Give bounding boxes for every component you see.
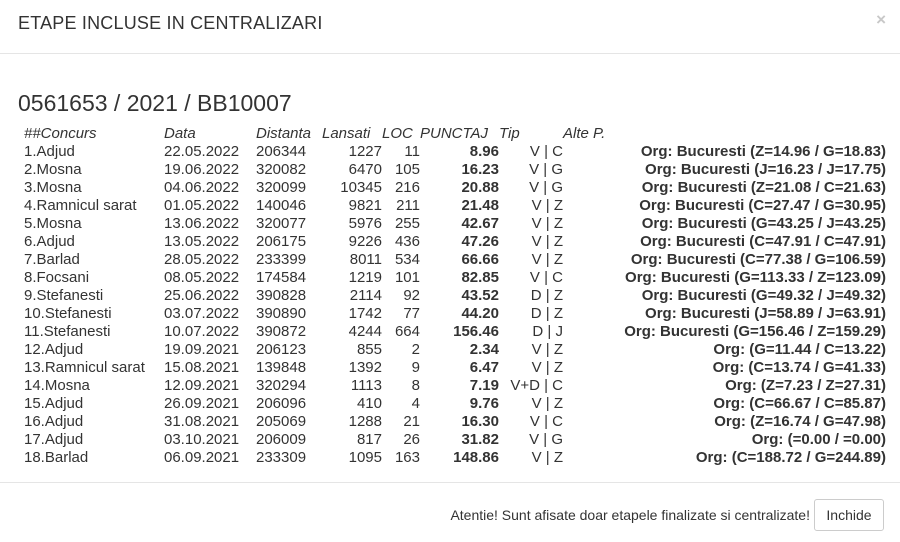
cell-alte: Org: Bucuresti (G=156.46 / Z=159.29)	[624, 323, 886, 340]
cell-data: 08.05.2022	[164, 269, 240, 286]
cell-distanta: 140046	[256, 197, 307, 214]
cell-tip: V | G	[529, 161, 563, 178]
cell-punctaj: 16.23	[461, 161, 499, 178]
cell-data: 03.10.2021	[164, 431, 240, 448]
cell-tip: V | Z	[531, 359, 563, 376]
cell-distanta: 206175	[256, 233, 307, 250]
cell-alte: Org: (C=66.67 / C=85.87)	[713, 395, 886, 412]
cell-lansati: 1288	[348, 413, 382, 430]
cell-lansati: 1113	[350, 377, 382, 394]
cell-data: 15.08.2021	[164, 359, 240, 376]
cell-lansati: 9226	[348, 233, 382, 250]
cell-distanta: 320294	[256, 377, 307, 394]
cell-data: 31.08.2021	[164, 413, 240, 430]
cell-loc: 4	[411, 395, 420, 412]
cell-data: 04.06.2022	[164, 179, 240, 196]
cell-data: 13.05.2022	[164, 233, 240, 250]
cell-distanta: 390828	[256, 287, 307, 304]
cell-concurs: 9.Stefanesti	[24, 287, 104, 304]
table-row	[24, 449, 886, 467]
cell-alte: Org: (Z=16.74 / G=47.98)	[714, 413, 886, 430]
cell-alte: Org: (=0.00 / =0.00)	[751, 431, 886, 448]
close-icon[interactable]: ×	[876, 10, 886, 29]
cell-data: 10.07.2022	[164, 323, 240, 340]
cell-punctaj: 2.34	[469, 341, 499, 358]
cell-concurs: 5.Mosna	[24, 215, 82, 232]
cell-punctaj: 21.48	[461, 197, 499, 214]
cell-concurs: 3.Mosna	[24, 179, 82, 196]
cell-distanta: 206096	[256, 395, 307, 412]
cell-alte: Org: Bucuresti (C=77.38 / G=106.59)	[630, 251, 886, 268]
cell-punctaj: 9.76	[469, 395, 499, 412]
cell-tip: V | Z	[531, 449, 563, 466]
table-row	[24, 323, 886, 341]
cell-concurs: 8.Focsani	[24, 269, 90, 286]
cell-punctaj: 44.20	[461, 305, 499, 322]
cell-loc: 436	[394, 233, 420, 250]
cell-loc: 105	[394, 161, 420, 178]
cell-lansati: 1742	[348, 305, 382, 322]
table-row	[24, 233, 886, 251]
column-header-data: Data	[164, 125, 196, 142]
table-row	[24, 161, 886, 179]
cell-tip: V | Z	[531, 233, 563, 250]
table-row	[24, 251, 886, 269]
cell-loc: 664	[394, 323, 420, 340]
cell-punctaj: 31.82	[461, 431, 499, 448]
cell-loc: 26	[403, 431, 420, 448]
column-header-punctaj: PUNCTAJ	[420, 125, 489, 142]
cell-lansati: 2114	[349, 287, 382, 304]
cell-distanta: 206009	[256, 431, 307, 448]
cell-alte: Org: Bucuresti (J=16.23 / J=17.75)	[645, 161, 886, 178]
cell-alte: Org: Bucuresti (G=113.33 / Z=123.09)	[625, 269, 886, 286]
cell-alte: Org: (G=11.44 / C=13.22)	[713, 341, 886, 358]
table-row	[24, 413, 886, 431]
cell-tip: V | Z	[531, 395, 563, 412]
table-row	[24, 395, 886, 413]
cell-concurs: 13.Ramnicul sarat	[24, 359, 145, 376]
cell-lansati: 1227	[348, 143, 382, 160]
cell-data: 28.05.2022	[164, 251, 240, 268]
cell-punctaj: 6.47	[469, 359, 499, 376]
cell-lansati: 4244	[348, 323, 382, 340]
cell-alte: Org: (C=13.74 / G=41.33)	[712, 359, 886, 376]
table-row	[24, 143, 886, 161]
cell-lansati: 6470	[348, 161, 382, 178]
cell-distanta: 206344	[256, 143, 307, 160]
cell-loc: 101	[394, 269, 420, 286]
cell-data: 25.06.2022	[164, 287, 240, 304]
column-header-distanta: Distanta	[256, 125, 312, 142]
table-row	[24, 341, 886, 359]
cell-punctaj: 82.85	[461, 269, 499, 286]
cell-distanta: 174584	[256, 269, 307, 286]
cell-loc: 216	[394, 179, 420, 196]
cell-tip: V | C	[529, 413, 563, 430]
cell-loc: 163	[394, 449, 420, 466]
cell-lansati: 1392	[348, 359, 382, 376]
cell-loc: 9	[411, 359, 420, 376]
close-button[interactable]: Inchide	[814, 499, 884, 531]
table-row	[24, 287, 886, 305]
column-header-loc: LOC	[382, 125, 413, 142]
cell-loc: 21	[403, 413, 420, 430]
cell-lansati: 410	[356, 395, 382, 412]
table-row	[24, 215, 886, 233]
cell-lansati: 817	[356, 431, 382, 448]
cell-loc: 2	[411, 341, 420, 358]
table-row	[24, 179, 886, 197]
cell-data: 19.09.2021	[164, 341, 240, 358]
column-header-tip: Tip	[499, 125, 520, 142]
cell-tip: V | Z	[531, 215, 563, 232]
cell-loc: 77	[403, 305, 420, 322]
cell-concurs: 1.Adjud	[24, 143, 75, 160]
cell-loc: 8	[411, 377, 420, 394]
cell-concurs: 4.Ramnicul sarat	[24, 197, 137, 214]
cell-concurs: 14.Mosna	[24, 377, 90, 394]
cell-punctaj: 7.19	[469, 377, 499, 394]
cell-tip: D | Z	[530, 287, 563, 304]
page-title: 0561653 / 2021 / BB10007	[18, 90, 292, 116]
footer-note: Atentie! Sunt afisate doar etapele finalizate si centralizate!	[450, 507, 810, 523]
cell-lansati: 1095	[348, 449, 382, 466]
cell-alte: Org: (Z=7.23 / Z=27.31)	[725, 377, 886, 394]
cell-concurs: 10.Stefanesti	[24, 305, 112, 322]
cell-tip: V | Z	[531, 251, 563, 268]
modal-footer	[0, 482, 900, 542]
cell-tip: V | Z	[531, 197, 563, 214]
cell-alte: Org: Bucuresti (Z=21.08 / C=21.63)	[641, 179, 886, 196]
cell-distanta: 205069	[256, 413, 307, 430]
cell-tip: V | G	[529, 179, 563, 196]
cell-alte: Org: Bucuresti (G=43.25 / J=43.25)	[641, 215, 886, 232]
table-row	[24, 359, 886, 377]
cell-lansati: 855	[356, 341, 382, 358]
cell-concurs: 12.Adjud	[24, 341, 84, 358]
cell-data: 03.07.2022	[164, 305, 240, 322]
modal-title: ETAPE INCLUSE IN CENTRALIZARI	[18, 13, 323, 33]
column-header-concurs: ##Concurs	[24, 125, 97, 142]
cell-punctaj: 42.67	[461, 215, 499, 232]
cell-concurs: 11.Stefanesti	[24, 323, 111, 340]
cell-data: 19.06.2022	[164, 161, 240, 178]
cell-loc: 255	[394, 215, 420, 232]
cell-punctaj: 156.46	[453, 323, 499, 340]
column-header-lansati: Lansati	[322, 125, 371, 142]
modal-header	[0, 0, 900, 54]
cell-loc: 92	[403, 287, 420, 304]
cell-loc: 11	[404, 143, 420, 160]
cell-concurs: 2.Mosna	[24, 161, 82, 178]
cell-concurs: 18.Barlad	[24, 449, 89, 466]
cell-data: 06.09.2021	[164, 449, 240, 466]
cell-alte: Org: Bucuresti (Z=14.96 / G=18.83)	[640, 143, 886, 160]
table-header-row	[24, 125, 886, 143]
cell-alte: Org: Bucuresti (J=58.89 / J=63.91)	[645, 305, 886, 322]
cell-concurs: 15.Adjud	[24, 395, 84, 412]
cell-distanta: 320082	[256, 161, 307, 178]
cell-concurs: 7.Barlad	[24, 251, 80, 268]
cell-tip: V | C	[529, 143, 563, 160]
cell-punctaj: 43.52	[461, 287, 499, 304]
cell-lansati: 9821	[348, 197, 382, 214]
cell-lansati: 5976	[348, 215, 382, 232]
cell-distanta: 390890	[256, 305, 307, 322]
cell-distanta: 233309	[256, 449, 307, 466]
cell-punctaj: 66.66	[461, 251, 499, 268]
cell-tip: V | G	[529, 431, 563, 448]
cell-data: 12.09.2021	[164, 377, 240, 394]
cell-punctaj: 8.96	[469, 143, 499, 160]
cell-punctaj: 20.88	[461, 179, 499, 196]
cell-loc: 534	[394, 251, 420, 268]
cell-data: 22.05.2022	[164, 143, 240, 160]
cell-lansati: 1219	[348, 269, 382, 286]
cell-concurs: 6.Adjud	[24, 233, 75, 250]
cell-distanta: 390872	[256, 323, 307, 340]
table-row	[24, 269, 886, 287]
table-row	[24, 431, 886, 449]
cell-tip: V | C	[529, 269, 563, 286]
cell-distanta: 320077	[256, 215, 307, 232]
cell-tip: D | J	[532, 323, 563, 340]
results-table	[24, 125, 886, 467]
cell-distanta: 206123	[256, 341, 307, 358]
column-header-alte: Alte P.	[563, 125, 606, 142]
cell-tip: V | Z	[531, 341, 563, 358]
cell-concurs: 16.Adjud	[24, 413, 84, 430]
cell-distanta: 320099	[256, 179, 307, 196]
cell-data: 26.09.2021	[164, 395, 240, 412]
cell-tip: V+D | C	[510, 377, 563, 394]
cell-alte: Org: Bucuresti (C=47.91 / C=47.91)	[640, 233, 886, 250]
cell-alte: Org: Bucuresti (C=27.47 / G=30.95)	[639, 197, 886, 214]
cell-punctaj: 47.26	[461, 233, 499, 250]
cell-punctaj: 148.86	[453, 449, 499, 466]
cell-distanta: 139848	[256, 359, 307, 376]
table-row	[24, 377, 886, 395]
cell-tip: D | Z	[530, 305, 563, 322]
cell-punctaj: 16.30	[461, 413, 499, 430]
table-row	[24, 305, 886, 323]
cell-lansati: 8011	[349, 251, 382, 268]
cell-alte: Org: Bucuresti (G=49.32 / J=49.32)	[641, 287, 886, 304]
cell-alte: Org: (C=188.72 / G=244.89)	[695, 449, 886, 466]
cell-distanta: 233399	[256, 251, 307, 268]
cell-concurs: 17.Adjud	[24, 431, 84, 448]
cell-data: 13.06.2022	[164, 215, 240, 232]
cell-data: 01.05.2022	[164, 197, 240, 214]
cell-loc: 211	[396, 197, 420, 214]
table-row	[24, 197, 886, 215]
cell-lansati: 10345	[340, 179, 382, 196]
